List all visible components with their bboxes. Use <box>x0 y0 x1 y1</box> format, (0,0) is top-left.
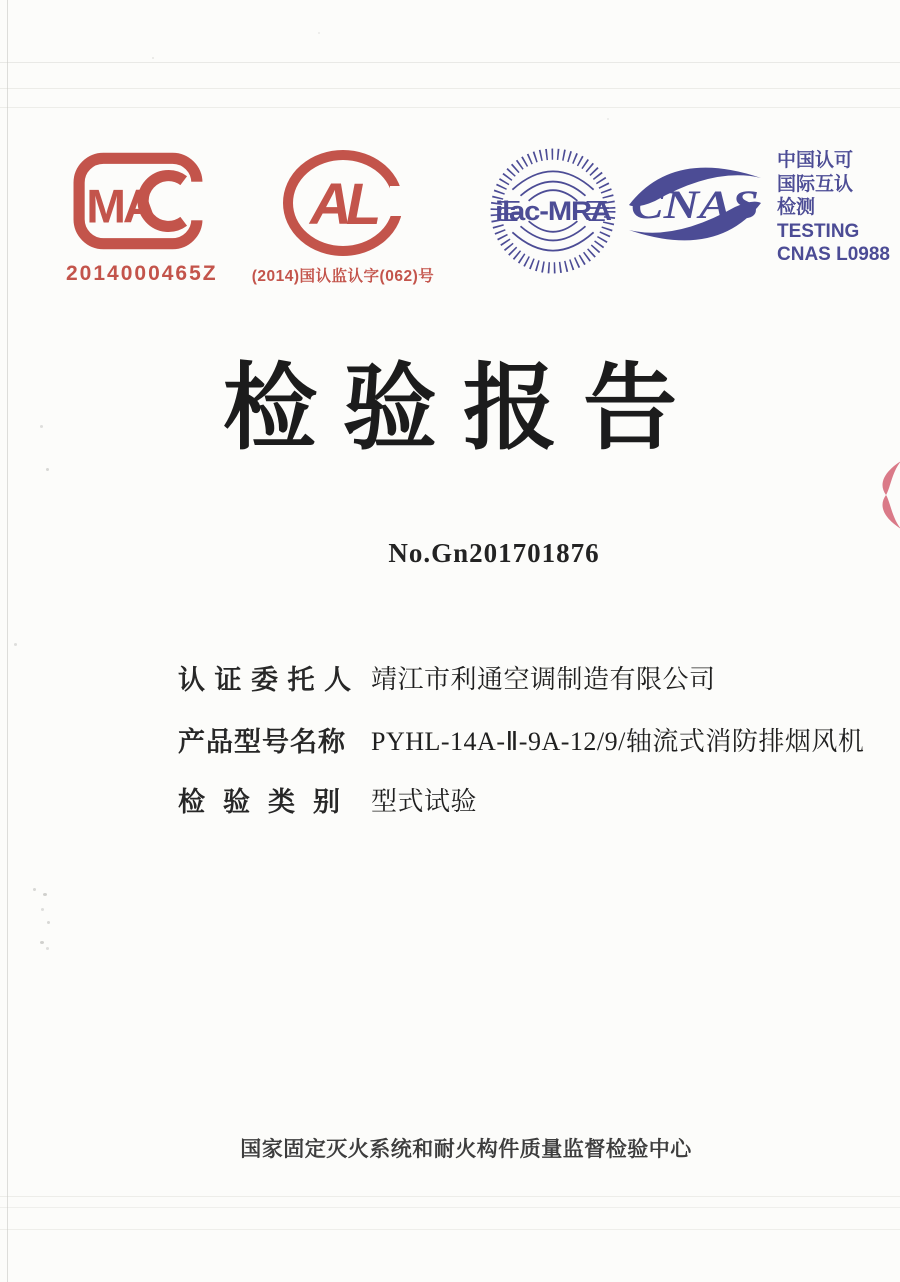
field-label: 认 证 委 托 人 <box>178 665 353 695</box>
report-title: 检 验 报 告 <box>222 355 678 460</box>
field-row-test-category <box>0 782 900 822</box>
cnas-label: CNAS <box>631 182 759 227</box>
al-logo-letters: AL <box>310 172 376 237</box>
accreditation-line: TESTING <box>777 220 860 242</box>
field-row-applicant <box>0 660 900 700</box>
ilac-mra-label: ilac-MRA <box>495 196 612 227</box>
ilac-mra-logo <box>487 145 619 277</box>
accreditation-text <box>777 149 890 267</box>
issuing-center-name: 国家固定灭火系统和耐火构件质量监督检验中心 <box>240 1138 692 1161</box>
al-accreditation-caption: (2014)国认监认字(062)号 <box>251 268 435 285</box>
red-stamp-mark <box>876 460 900 530</box>
cma-certificate-number: 2014000465Z <box>66 262 218 285</box>
accreditation-line: 中国认可 <box>777 150 854 171</box>
accreditation-line: CNAS L0988 <box>777 244 890 265</box>
al-accreditation-logo <box>282 150 406 256</box>
field-label: 产品型号名称 <box>178 727 346 757</box>
field-label: 检 验 类 别 <box>178 787 342 817</box>
accreditation-line: 国际互认 <box>777 173 854 195</box>
field-row-product-model <box>0 722 900 762</box>
report-number: No.Gn201701876 <box>388 538 600 568</box>
cnas-logo <box>624 156 766 252</box>
scan-edge-line <box>7 0 8 1282</box>
cma-logo-letters: MA <box>86 180 155 234</box>
accreditation-line: 检测 <box>777 197 816 218</box>
field-value: PYHL-14A-Ⅱ-9A-12/9/轴流式消防排烟风机 <box>371 727 865 756</box>
cma-logo <box>73 152 203 250</box>
field-value: 型式试验 <box>371 787 478 816</box>
field-value: 靖江市利通空调制造有限公司 <box>371 665 716 694</box>
